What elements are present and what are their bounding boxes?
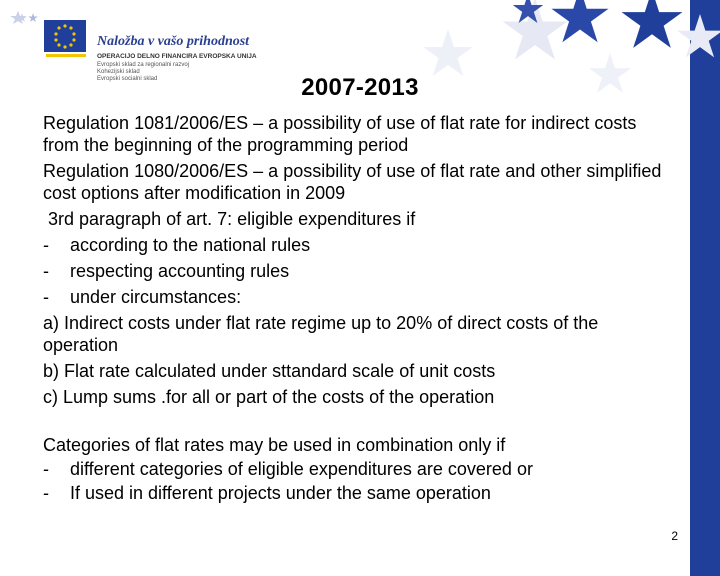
star-icon [677,14,720,57]
list-dash: - [43,459,49,479]
logo-tagline: Naložba v vašo prihodnost [97,34,250,49]
combination-intro-text: Categories of flat rates may be used in combination only if [43,435,506,455]
page-number: 2 [671,529,678,543]
eu-flag-icon [8,10,88,80]
slide-body [43,112,668,504]
star-icon [622,0,683,48]
logo-fund-cohesion: Kohezijski sklad [97,69,140,75]
list-dash: - [43,261,49,281]
condition-circumstances: under circumstances: [70,287,242,307]
logo-fund-erdf: Evropski sklad za regionalni razvoj [97,62,190,68]
eu-logo [8,10,257,82]
star-icon [423,29,472,76]
logo-funding-line: OPERACIJO DELNO FINANCIRA EVROPSKA UNIJA [97,53,257,60]
regulation-1080-text: Regulation 1080/2006/ES – a possibility of use of flat rate and other simplified cost options after modification in 2009 [43,161,662,203]
list-item [43,260,668,282]
option-c-text: c) Lump sums .for all or part of the costs of the operation [43,387,495,407]
slide-title: 2007-2013 [301,74,419,101]
option-b-text: b) Flat rate calculated under sttandard scale of unit costs [43,361,496,381]
list-item [43,458,668,480]
list-item [43,234,668,256]
combination-item-projects: If used in different projects under the same operation [70,483,491,503]
list-dash: - [43,287,49,307]
star-icon [551,0,608,42]
logo-fund-esf: Evropski socialni sklad [97,76,158,82]
combination-item-categories: different categories of eligible expenditures are covered or [70,459,533,479]
article-7-text: 3rd paragraph of art. 7: eligible expenditures if [43,209,416,229]
condition-accounting-rules: respecting accounting rules [70,261,290,281]
condition-national-rules: according to the national rules [70,235,311,255]
list-item [43,286,668,308]
list-dash: - [43,483,49,503]
regulation-1081-text: Regulation 1081/2006/ES – a possibility of use of flat rate for indirect costs from the beginning of the programming period [43,113,637,155]
list-item [43,482,668,504]
option-a-text: a) Indirect costs under flat rate regime up to 20% of direct costs of the operation [43,313,599,355]
list-dash: - [43,235,49,255]
